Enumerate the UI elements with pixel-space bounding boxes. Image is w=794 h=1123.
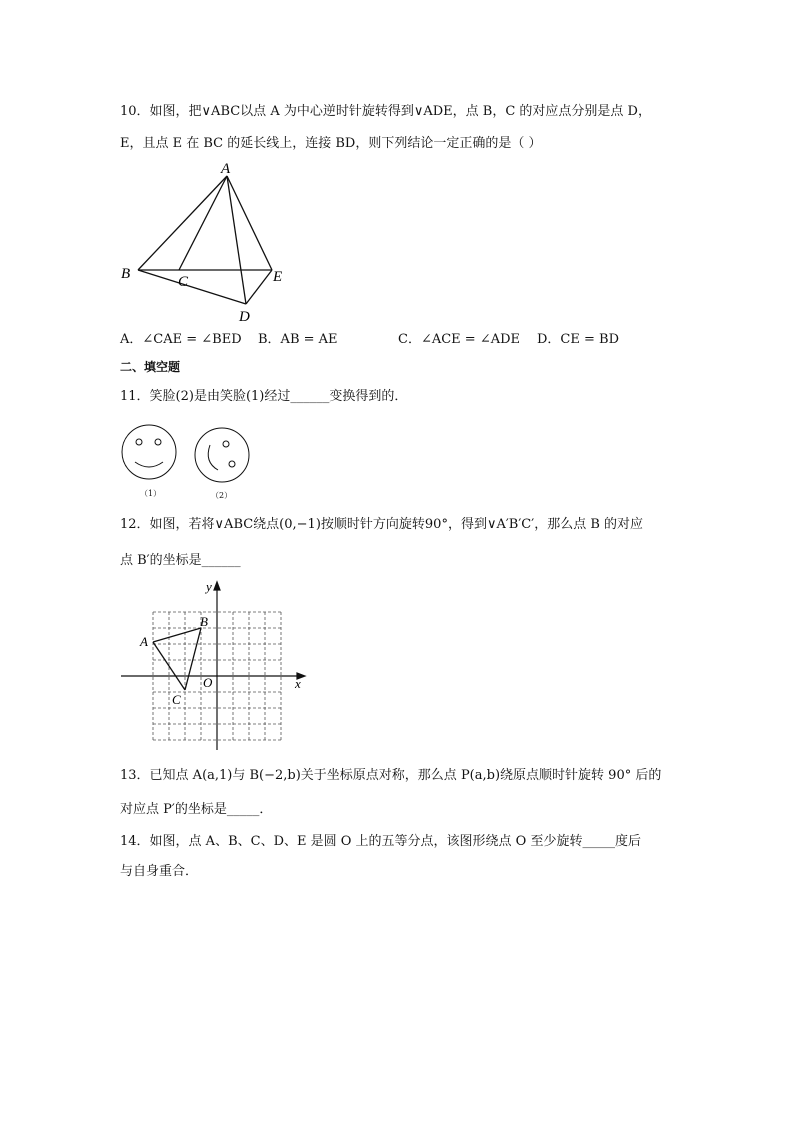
q10-text-line1: 10．如图，把∨ABC以点 A 为中心逆时针旋转得到∨ADE，点 B，C 的对应点分别是点 D，: [120, 104, 651, 119]
q11-text: 11．笑脸(2)是由笑脸(1)经过______变换得到的．: [120, 389, 408, 404]
q10-option-d: D．CE = BD: [537, 332, 619, 347]
q11-caption-1: （1）: [140, 489, 162, 498]
label-B: B: [121, 266, 131, 282]
label-point-a: A: [140, 634, 148, 649]
triangle-abc: [153, 628, 201, 690]
segment-AC: [179, 176, 227, 270]
q12-coordinate-grid-figure: [115, 580, 315, 755]
q10-triangle-figure: [115, 158, 305, 328]
label-y-axis: y: [206, 580, 212, 594]
smiley-face-2: [195, 428, 249, 482]
label-point-c: C: [172, 692, 181, 707]
label-point-b: B: [200, 614, 208, 629]
q14-text-line1: 14．如图，点 A、B、C、D、E 是圆 O 上的五等分点，该图形绕点 O 至少旋转_____度后: [120, 834, 641, 849]
q13-text-line2: 对应点 P′的坐标是_____．: [120, 802, 273, 817]
q14-text-line2: 与自身重合．: [120, 864, 199, 879]
label-x-axis: x: [295, 676, 301, 691]
label-D: D: [239, 309, 250, 325]
q13-text-line1: 13．已知点 A(a,1)与 B(−2,b)关于坐标原点对称，那么点 P(a,b)绕原点顺时针旋转 90° 后的: [120, 768, 662, 783]
q10-text-line2: E，且点 E 在 BC 的延长线上，连接 BD，则下列结论一定正确的是（ ）: [120, 136, 542, 151]
smiley-face-1: [122, 425, 176, 479]
label-E: E: [273, 269, 283, 285]
label-C: C: [178, 274, 189, 290]
section-title: 二、填空题: [120, 360, 181, 374]
q10-option-c: C．∠ACE = ∠ADE: [398, 332, 521, 347]
q10-option-b: B．AB = AE: [258, 332, 338, 347]
q11-smiley-figure: [118, 420, 258, 486]
q11-caption-2: （2）: [211, 491, 233, 500]
segment-BD: [138, 270, 246, 304]
q12-text-line2: 点 B′的坐标是______: [120, 553, 241, 568]
segment-DE: [246, 270, 272, 304]
q10-option-a: A．∠CAE = ∠BED: [120, 332, 242, 347]
axes: [121, 582, 305, 750]
segment-AB: [138, 176, 227, 270]
label-A: A: [221, 161, 231, 177]
label-origin: O: [203, 675, 213, 690]
q12-text-line1: 12．如图，若将∨ABC绕点(0,−1)按顺时针方向旋转90°，得到∨A′B′C′，那么点 B 的对应: [120, 517, 644, 532]
